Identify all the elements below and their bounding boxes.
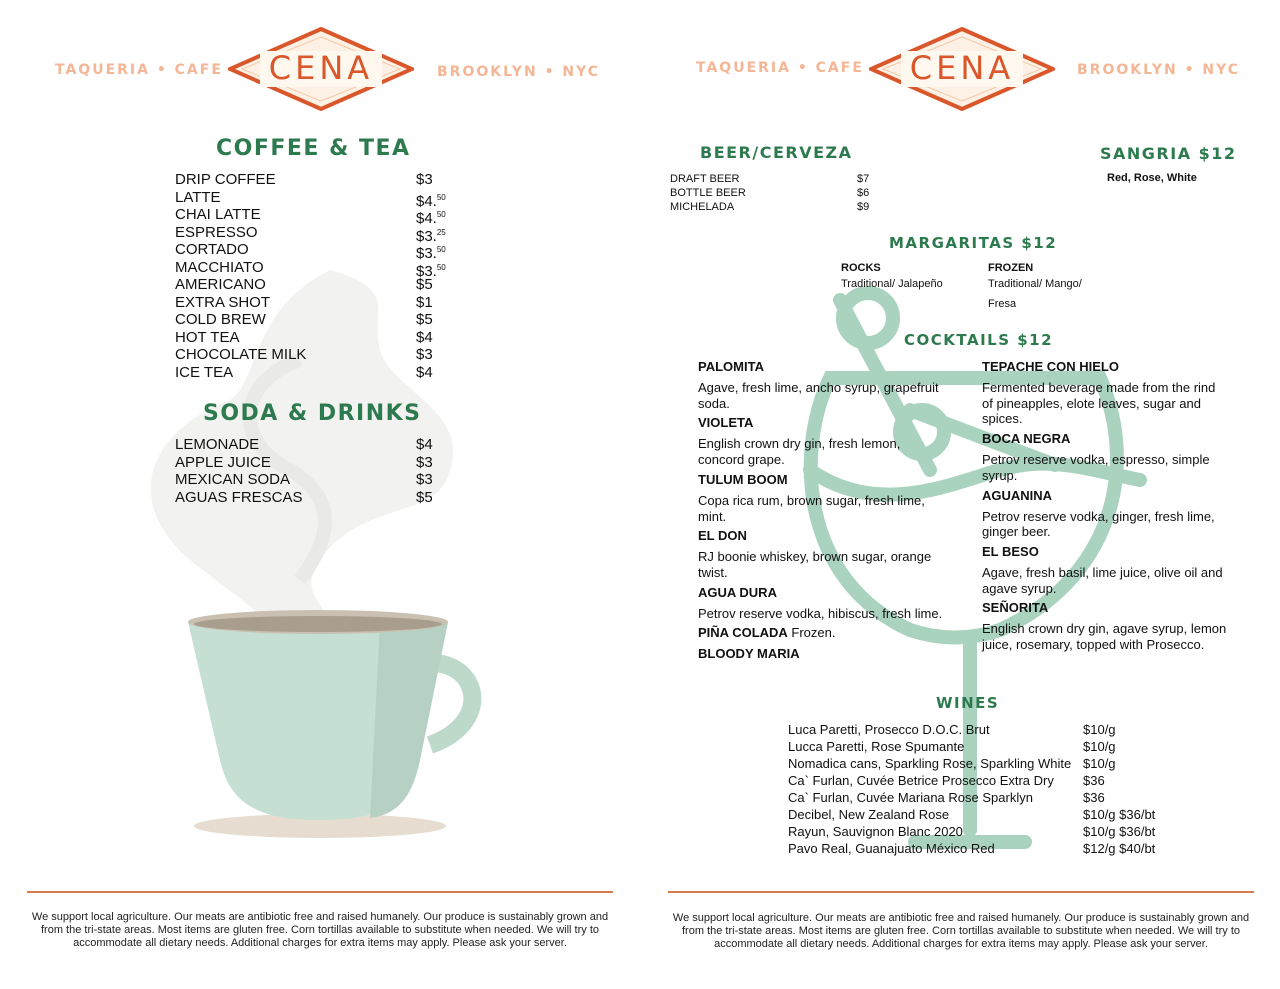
wine-name: Ca` Furlan, Cuvée Betrice Prosecco Extra Dry (788, 773, 1054, 788)
logo-wordmark: CENA (909, 49, 1015, 87)
footer-note: We support local agriculture. Our meats are antibiotic free and raised humanely. Our produce is sustainably grown and from the tri-state areas. Most items are gluten free. Corn tortillas available to substitute when needed. We will try to accommodate all dietary needs. Additional charges for extra items may apply. Please ask your server. (672, 912, 1250, 950)
cocktail-name: VIOLETA (698, 415, 754, 431)
price-dollars: $3 (416, 346, 433, 363)
price-dollars: $4 (416, 363, 433, 381)
cocktail-description: twist. (698, 564, 728, 580)
item-price (416, 364, 433, 381)
cocktail-bloody-maria: BLOODY MARIA (698, 646, 800, 661)
item-price: $6 (857, 187, 870, 199)
price-dollars: $4. (416, 210, 437, 227)
item-price (416, 171, 433, 188)
item-price (416, 311, 433, 328)
cocktail-name: BOCA NEGRA (982, 431, 1071, 447)
cocktail-description: Petrov reserve vodka, ginger, fresh lime, (982, 508, 1215, 524)
wine-name: Lucca Paretti, Rose Spumante (788, 739, 965, 754)
item-name: BOTTLE BEER (670, 187, 746, 199)
price-dollars: $1 (416, 293, 433, 311)
price-cents: 50 (436, 210, 446, 219)
item-name: AMERICANO (175, 276, 266, 293)
wine-price: $10/g (1083, 722, 1116, 737)
cocktail-description: juice, rosemary, topped with Prosecco. (982, 637, 1205, 652)
tagline-left: TAQUERIA • CAFE (55, 62, 223, 78)
price-cents: 50 (436, 245, 446, 254)
tagline-left: TAQUERIA • CAFE (696, 60, 864, 76)
tagline-right: BROOKLYN • NYC (1077, 62, 1241, 78)
cocktails-heading: COCKTAILS $12 (904, 331, 1054, 349)
price-dollars: $4. (416, 192, 437, 210)
cocktail-description: ginger beer. (982, 524, 1051, 540)
cocktail-name: TEPACHE CON HIELO (982, 359, 1119, 374)
cocktail-description: English crown dry gin, fresh lemon, (698, 436, 901, 452)
price-cents: 50 (436, 262, 446, 272)
drinks-menu-page (640, 0, 1280, 989)
item-price: $5 (416, 488, 433, 506)
item-name: DRAFT BEER (670, 173, 740, 185)
wine-name: Luca Paretti, Prosecco D.O.C. Brut (788, 722, 990, 737)
price-cents: 25 (436, 227, 446, 237)
footer-divider (27, 891, 613, 893)
item-name: LATTE (175, 188, 221, 206)
item-name: CHAI LATTE (175, 206, 261, 223)
cocktail-description: soda. (698, 395, 730, 411)
margaritas-heading: MARGARITAS $12 (889, 234, 1058, 252)
cocktail-description: Agave, fresh basil, lime juice, olive oil and (982, 564, 1223, 580)
cocktail-description: concord grape. (698, 452, 785, 468)
cocktail-description: spices. (982, 411, 1023, 427)
frozen-options-line1: Traditional/ Mango/ (988, 278, 1082, 290)
item-price: $3 (416, 471, 433, 488)
footer-note: We support local agriculture. Our meats are antibiotic free and raised humanely. Our produce is sustainably grown and from the tri-state areas. Most items are gluten free. Corn tortillas available to substitute when needed. We will try to accommodate all dietary needs. Additional charges for extra items may apply. Please ask your server. (31, 911, 609, 949)
item-name: MACCHIATO (175, 258, 264, 276)
price-dollars: $3. (416, 262, 437, 280)
item-name: DRIP COFFEE (175, 171, 276, 188)
cocktail-description: Petrov reserve vodka, hibiscus, fresh lime. (698, 605, 943, 621)
cocktail-description: Petrov reserve vodka, espresso, simple (982, 452, 1210, 468)
coffee-tea-heading: COFFEE & TEA (216, 136, 411, 161)
price-dollars: $5 (416, 276, 433, 293)
price-dollars: $3. (416, 245, 437, 262)
item-price: $4 (416, 436, 433, 453)
cocktail-name: TULUM BOOM (698, 471, 788, 487)
item-price (416, 346, 433, 363)
logo-wordmark: CENA (268, 49, 374, 87)
sangria-options: Red, Rose, White (1107, 172, 1197, 184)
price-dollars: $4 (416, 328, 433, 346)
price-cents: 50 (436, 192, 446, 202)
cocktail-name: AGUANINA (982, 487, 1053, 503)
item-name: AGUAS FRESCAS (175, 488, 303, 506)
tagline-right: BROOKLYN • NYC (437, 64, 601, 80)
item-name: APPLE JUICE (175, 453, 271, 471)
cocktail-name: EL BESO (982, 543, 1039, 559)
wine-price: $10/g $36/bt (1083, 824, 1156, 839)
item-price (416, 329, 433, 346)
wine-price: $10/g $36/bt (1083, 807, 1156, 822)
cocktail-description: English crown dry gin, agave syrup, lemon (982, 621, 1227, 637)
wine-name: Nomadica cans, Sparkling Rose, Sparkling White (788, 756, 1072, 771)
cocktail-name: PIÑA COLADA (698, 625, 788, 640)
item-price (416, 276, 433, 293)
cocktail-description: agave syrup. (982, 580, 1057, 596)
wine-price: $10/g (1083, 756, 1116, 771)
beer-heading: BEER/CERVEZA (700, 143, 853, 162)
item-name: MEXICAN SODA (175, 471, 291, 488)
item-name: ICE TEA (175, 363, 234, 381)
footer-divider (668, 891, 1254, 893)
sangria-heading: SANGRIA $12 (1100, 144, 1237, 163)
frozen-options-line2: Fresa (988, 298, 1017, 310)
cocktail-description: syrup. (982, 467, 1018, 483)
cocktail-note: Frozen. (787, 625, 836, 640)
item-price: $7 (857, 173, 870, 185)
item-price: $9 (857, 201, 870, 213)
item-name: CHOCOLATE MILK (175, 346, 307, 363)
item-name: HOT TEA (175, 328, 240, 346)
cocktail-name: PALOMITA (698, 359, 764, 374)
wine-name: Ca` Furlan, Cuvée Mariana Rose Sparklyn (788, 790, 1033, 805)
cocktail-name: AGUA DURA (698, 584, 777, 600)
cena-logo (869, 27, 1055, 111)
cocktail-description: mint. (698, 508, 727, 524)
item-price (416, 294, 433, 311)
wine-price: $10/g (1083, 739, 1116, 754)
cocktail-name: SEÑORITA (982, 600, 1049, 616)
rocks-label: ROCKS (841, 262, 881, 274)
price-dollars: $3 (416, 171, 433, 188)
item-name: LEMONADE (175, 436, 260, 453)
cena-logo (228, 27, 414, 111)
cocktail-description: Fermented beverage made from the rind (982, 380, 1216, 395)
wine-price: $12/g $40/bt (1083, 841, 1156, 856)
price-dollars: $5 (416, 311, 433, 328)
wine-price: $36 (1083, 773, 1105, 788)
wine-name: Pavo Real, Guanajuato México Red (788, 841, 995, 856)
wine-price: $36 (1083, 790, 1105, 805)
item-price: $3 (416, 453, 433, 471)
rocks-options: Traditional/ Jalapeño (841, 278, 943, 290)
wine-name: Rayun, Sauvignon Blanc 2020 (788, 824, 963, 839)
item-name: MICHELADA (670, 201, 735, 213)
wine-name: Decibel, New Zealand Rose (788, 807, 950, 822)
wines-heading: WINES (936, 694, 1000, 712)
item-name: COLD BREW (175, 311, 266, 328)
item-name: CORTADO (175, 241, 249, 258)
item-name: ESPRESSO (175, 223, 258, 241)
cocktail-description: Agave, fresh lime, ancho syrup, grapefruit (698, 380, 939, 395)
frozen-label: FROZEN (988, 262, 1034, 274)
cocktail-pina-colada (698, 625, 835, 641)
cocktail-description: RJ boonie whiskey, brown sugar, orange (698, 549, 932, 565)
item-name: EXTRA SHOT (175, 293, 271, 311)
cocktail-description: of pineapples, elote leaves, sugar and (982, 395, 1201, 411)
cocktail-description: Copa rica rum, brown sugar, fresh lime, (698, 492, 925, 508)
cocktail-name: EL DON (698, 528, 747, 544)
price-dollars: $3. (416, 227, 437, 245)
soda-drinks-heading: SODA & DRINKS (203, 401, 422, 426)
